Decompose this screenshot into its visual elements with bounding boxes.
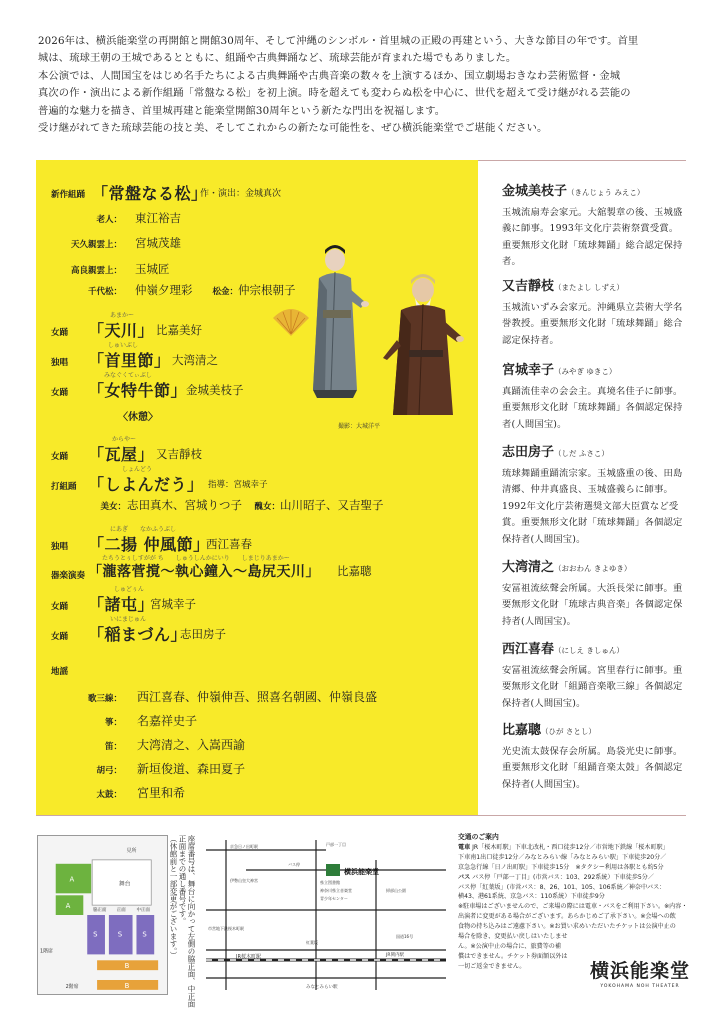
photo-credit: 撮影：大城洋平 (338, 423, 381, 430)
cast-name: 玉城匠 (135, 262, 170, 276)
logo-text: 横浜能楽堂 (590, 960, 691, 982)
bio-reading: （ひが さとし） (541, 727, 596, 736)
program-category: 独唱 (51, 542, 69, 552)
bio-text: 玉城流いずみ会家元。沖縄県立芸術大学名誉教授。重要無形文化財「琉球舞踊」総合認定保持者。 (502, 302, 683, 346)
access-text: JR「桜木町駅」下車北改札・西口徒歩12分／市営地下鉄線「桜木町駅」 (472, 843, 669, 851)
program-ruby: からやー (112, 436, 137, 443)
program-category: 女踊 (51, 632, 69, 642)
program-ruby: しょんどう (122, 466, 153, 473)
map-label: 市営地下鉄桜木町駅 (208, 926, 244, 931)
map-label: 県立図書館 (320, 880, 340, 885)
musician-names: 新垣俊道、森田夏子 (137, 762, 246, 776)
bio-name-row (502, 275, 684, 294)
program-title: 「女特牛節」 (88, 381, 188, 400)
access-text: バス停「戸部一丁目」(市営バス：103、292系統）下車徒歩5分／ (472, 873, 654, 881)
bio-name-row (502, 719, 684, 738)
bio-name-row (502, 638, 684, 657)
program-title: 「常盤なる松」 (92, 184, 208, 203)
intro-line: 2026年は、横浜能楽堂の再開館と開館30周年、そして沖縄のシンボル・首里城の正殿の再建という、大きな節目の年です。首里 (38, 35, 639, 47)
seat-block-label: B (124, 962, 130, 971)
bio-reading: （きんじょう みえこ） (567, 188, 645, 197)
access-line: 横43、港61系統、京急バス：110系統）下車徒歩9分 (458, 893, 605, 901)
program-ruby: みなぐくてぃぶし (104, 372, 152, 379)
bio-text: 玉城流扇寿会家元。大舘製章の後、玉城盛義に師事。1993年文化庁芸術祭賞受賞。重要無形文化財「琉球舞踊」総合認定保持者。 (502, 207, 683, 268)
cast-role: 高良親雲上： (70, 266, 122, 276)
bio-name-row (502, 180, 684, 199)
program-ruby: いにまじゅん (110, 616, 147, 623)
divider (478, 160, 686, 161)
bio-text: 琉球舞踊重踊流宗家。玉城盛重の後、田島清郷、仲井真盛良、玉城盛義らに師事。1992年文化庁芸術選奨文部大臣賞など受賞。重要無形文化財「琉球舞踊」各個認定保持者(人間国宝)。 (502, 468, 683, 545)
seating-chart (37, 835, 168, 995)
bio-reading: （しだ ふさこ） (554, 449, 609, 458)
access-info (458, 833, 692, 972)
intro-line: 普遍的な魅力を描き、首里城再建と能楽堂開館30周年という新たな門出を祝福します。 (38, 104, 446, 117)
program-title: 「二揚 仲風節」 (88, 535, 210, 554)
bio-text: 安冨祖流絃聲会所属。宮里春行に師事。重要無形文化財「組踊音楽歌三線」各個認定保持者(人間国宝)。 (502, 665, 683, 709)
seat-block-label: S (117, 930, 123, 939)
intro-line: 真次の作・演出による新作組踊「常盤なる松」を初上演。時を超えても変わらぬ松を中心に、世代を超えて受け継がれる芸能の (38, 87, 631, 100)
cast-role: 老人： (96, 215, 122, 225)
program-performer: 又吉靜枝 (156, 447, 202, 461)
intro-text (38, 33, 690, 137)
program-performer: 大湾清之 (172, 353, 218, 367)
bio-name-row (502, 441, 684, 460)
program-title: 「瀧落菅撹～執心鐘入～島尻天川」 (88, 564, 320, 580)
access-heading: 交通のご案内 (458, 833, 499, 841)
cast-role: 美女： (100, 502, 126, 512)
musician-names: 西江喜春、仲嶺伸吾、照喜名朝國、仲嶺良盛 (137, 690, 378, 704)
access-label: バス (458, 873, 471, 881)
section-label: 脇正面 (93, 908, 107, 914)
access-line: 一切ご返金できません。 (458, 962, 526, 970)
program-performer: 比嘉聰 (337, 564, 372, 578)
bio-name: 比嘉聰 (502, 723, 542, 738)
seat-block-label: B (124, 981, 130, 990)
hall-label: 横浜能楽堂 (344, 868, 379, 876)
gallery-label: 見所 (126, 847, 137, 854)
map-label: 紅葉坂 (306, 940, 318, 945)
logo-subtext: YOKOHAMA NOH THEATER (600, 984, 680, 989)
intermission-label: 〈休憩〉 (118, 412, 158, 423)
map-label: JR桜木町駅 (236, 954, 261, 960)
map-label: JR関内駅 (386, 953, 404, 958)
bio-entry (502, 180, 684, 271)
program-ruby: しゅどぅん (114, 586, 144, 593)
bio-name: 又吉靜枝 (502, 279, 555, 294)
seat-block-label: S (93, 930, 98, 939)
bio-entry (502, 556, 684, 630)
bio-entry (502, 638, 684, 712)
program-category: 器楽演奏 (51, 571, 86, 581)
program-category: 女踊 (51, 328, 69, 338)
cast-role: 天久親雲上： (70, 240, 122, 250)
program-credit: 作・演出：金城真次 (200, 189, 282, 199)
map-label: 国道16号 (396, 934, 414, 939)
bio-entry (502, 719, 684, 793)
program-performer: 比嘉美好 (156, 323, 202, 337)
bio-reading: （おおわん きよゆき） (554, 564, 632, 573)
musician-role: 太鼓： (96, 790, 122, 800)
cast-name: 仲嶺夕理彩 (135, 283, 193, 297)
bio-name: 西江喜春 (502, 642, 555, 657)
program-title: 「しよんだう」 (88, 475, 204, 494)
access-label: 電車 (458, 843, 471, 851)
seat-block-label: A (65, 902, 71, 911)
floor-label: 1階席 (39, 948, 53, 955)
access-line: ん。※公演中止の場合に、旅費等の補 (458, 942, 561, 950)
map-label: 京急日ノ出町駅 (230, 844, 258, 849)
program-category: 地謡 (51, 667, 69, 677)
cast-name: 志田真木、宮城りつ子 (127, 498, 242, 512)
program-category: 新作組踊 (51, 190, 86, 200)
bio-name: 金城美枝子 (502, 184, 568, 199)
bio-name: 宮城幸子 (502, 363, 555, 378)
performer-right-figure (383, 274, 464, 415)
bio-entry (502, 359, 684, 433)
access-line: 出演者に変更がある場合がございます。あらかじめご了承下さい。※会場への飲 (458, 913, 676, 921)
program-performer: 宮城幸子 (150, 597, 196, 611)
bio-reading: （にしえ きしゅん） (554, 646, 624, 655)
access-line: 償はできません。チケット券面額以外は (458, 952, 568, 960)
section-label: 中正面 (136, 908, 150, 914)
map-label: 神奈川県立音楽堂 (320, 888, 352, 893)
musician-role: 胡弓： (96, 766, 122, 776)
program-category: 女踊 (51, 602, 69, 612)
stage-label: 舞台 (118, 881, 131, 888)
seating-note-line: 座席番号は、舞台に向かって左側の脇正面、中正面 (187, 835, 196, 1008)
program-title: 「瓦屋」 (88, 445, 155, 464)
seating-note-line: 正面までの通し番号です。 (178, 835, 187, 925)
program-performer: 志田房子 (180, 627, 226, 641)
seating-note-line: （休館前と一部変更がございます。） (169, 835, 178, 959)
bio-text: 安冨祖流絃聲会所属。大浜長栄に師事。重要無形文化財「琉球古典音楽」各個認定保持者(人間国宝)。 (502, 583, 683, 627)
divider (36, 815, 686, 816)
seating-notes (169, 835, 196, 1008)
access-line: 食物の持ち込みはご遠慮下さい。※お買い求めいただいたチケットは公演中止の (458, 923, 676, 931)
bio-reading: （みやぎ ゆきこ） (554, 367, 617, 376)
access-line: 下車南1出口徒歩12分／みなとみらい線「みなとみらい駅」下車徒歩20分／ (458, 853, 667, 861)
intro-line: 受け継がれてきた琉球芸能の技と美、そしてこれからの新たな可能性を、ぜひ横浜能楽堂でご堪能ください。 (38, 122, 548, 135)
musician-names: 大湾清之、入嵩西諭 (137, 738, 246, 752)
map-label: 伊勢山皇大神宮 (230, 878, 258, 883)
cast-name: 東江裕吉 (135, 211, 181, 225)
seat-block-label: A (69, 875, 75, 884)
program-instructor: 指導：宮城幸子 (208, 480, 268, 490)
hall-marker (326, 864, 340, 876)
program-title: 「諸屯」 (88, 595, 155, 614)
program-category: 独唱 (51, 358, 69, 368)
musician-names: 名嘉祥史子 (137, 714, 198, 728)
bio-entry (502, 441, 684, 548)
program-ruby: たちうとぅしすがが ち しゅうしんかにいり しまじりあまかー (102, 555, 290, 562)
program-category: 打組踊 (51, 482, 77, 492)
bio-name-row (502, 359, 684, 378)
bio-name: 志田房子 (502, 445, 555, 460)
performer-left-figure (273, 245, 369, 398)
program-title: 「首里節」 (88, 351, 171, 370)
program-title: 「天川」 (88, 321, 155, 340)
access-line (458, 843, 692, 853)
section-label: 正面 (116, 908, 126, 914)
program-title: 「稲まづん」 (88, 625, 188, 644)
access-map (196, 830, 456, 1000)
program-category: 女踊 (51, 388, 69, 398)
program-ruby: しゅいぶし (108, 342, 139, 349)
program-ruby: あまかー (110, 312, 135, 319)
bio-name: 大湾清之 (502, 560, 555, 575)
program-performer: 西江喜春 (206, 537, 252, 551)
intro-line: 城は、琉球王朝の王城であるとともに、組踊や古典舞踊など、琉球芸能が育まれた場でもありました。 (38, 52, 517, 65)
musician-role: 箏： (104, 718, 122, 728)
map-label: 青少年センター (320, 896, 348, 901)
cast-name: 宮城茂雄 (135, 236, 181, 250)
map-label: 掃部山公園 (386, 888, 406, 893)
bio-text: 光史流太鼓保存会所属。島袋光史に師事。重要無形文化財「組踊音楽太鼓」各個認定保持者(人間国宝)。 (502, 746, 683, 790)
cast-role: 千代松： (87, 287, 122, 297)
bio-name-row (502, 556, 684, 575)
program-category: 女踊 (51, 452, 69, 462)
program-performer: 金城美枝子 (186, 383, 244, 397)
access-line: 京急急行線「日ノ出町駅」下車徒歩15分 ※タクシー利用は各駅とも約5分 (458, 863, 664, 871)
theater-logo (590, 956, 690, 989)
cast-name: 仲宗根朝子 (238, 283, 296, 297)
musician-role: 歌三線： (87, 694, 122, 704)
map-label: バス停 (288, 862, 300, 867)
intro-line: 本公演では、人間国宝をはじめ名手たちによる古典舞踊や古典音楽の数々を上演するほか、国立劇場おきなわ芸術監督・金城 (38, 69, 621, 82)
musician-names: 宮里和希 (137, 786, 186, 800)
access-line: 場合を除き、変更払い戻しはいたしませ (458, 933, 568, 941)
bio-text: 真踊流佳幸の会会主。真境名佳子に師事。重要無形文化財「琉球舞踊」各個認定保持者(人間国宝)。 (502, 386, 683, 430)
cast-role: 醜女： (254, 502, 280, 512)
map-label: みなとみらい駅 (306, 985, 338, 990)
access-line: ※駐車場はございませんので、ご来場の際には電車・バスをご利用下さい。※内容・ (458, 903, 688, 911)
cast-role: 松金： (212, 287, 238, 297)
bio-entry (502, 275, 684, 349)
map-label: 戸部一丁目 (326, 842, 346, 847)
program-ruby: にあぎ なかふうぶし (110, 526, 177, 533)
performers-photo (253, 240, 473, 420)
floor-label: 2階席 (65, 983, 79, 990)
access-line: バス停「紅葉坂」(市営バス：8、26、101、105、106系統／神奈中バス： (458, 883, 666, 891)
access-line (458, 873, 692, 883)
cast-name: 山川昭子、又吉聖子 (280, 498, 384, 512)
musician-role: 笛： (104, 742, 122, 752)
bio-reading: （またよし しずえ） (554, 283, 624, 292)
seat-block-label: S (142, 930, 147, 939)
